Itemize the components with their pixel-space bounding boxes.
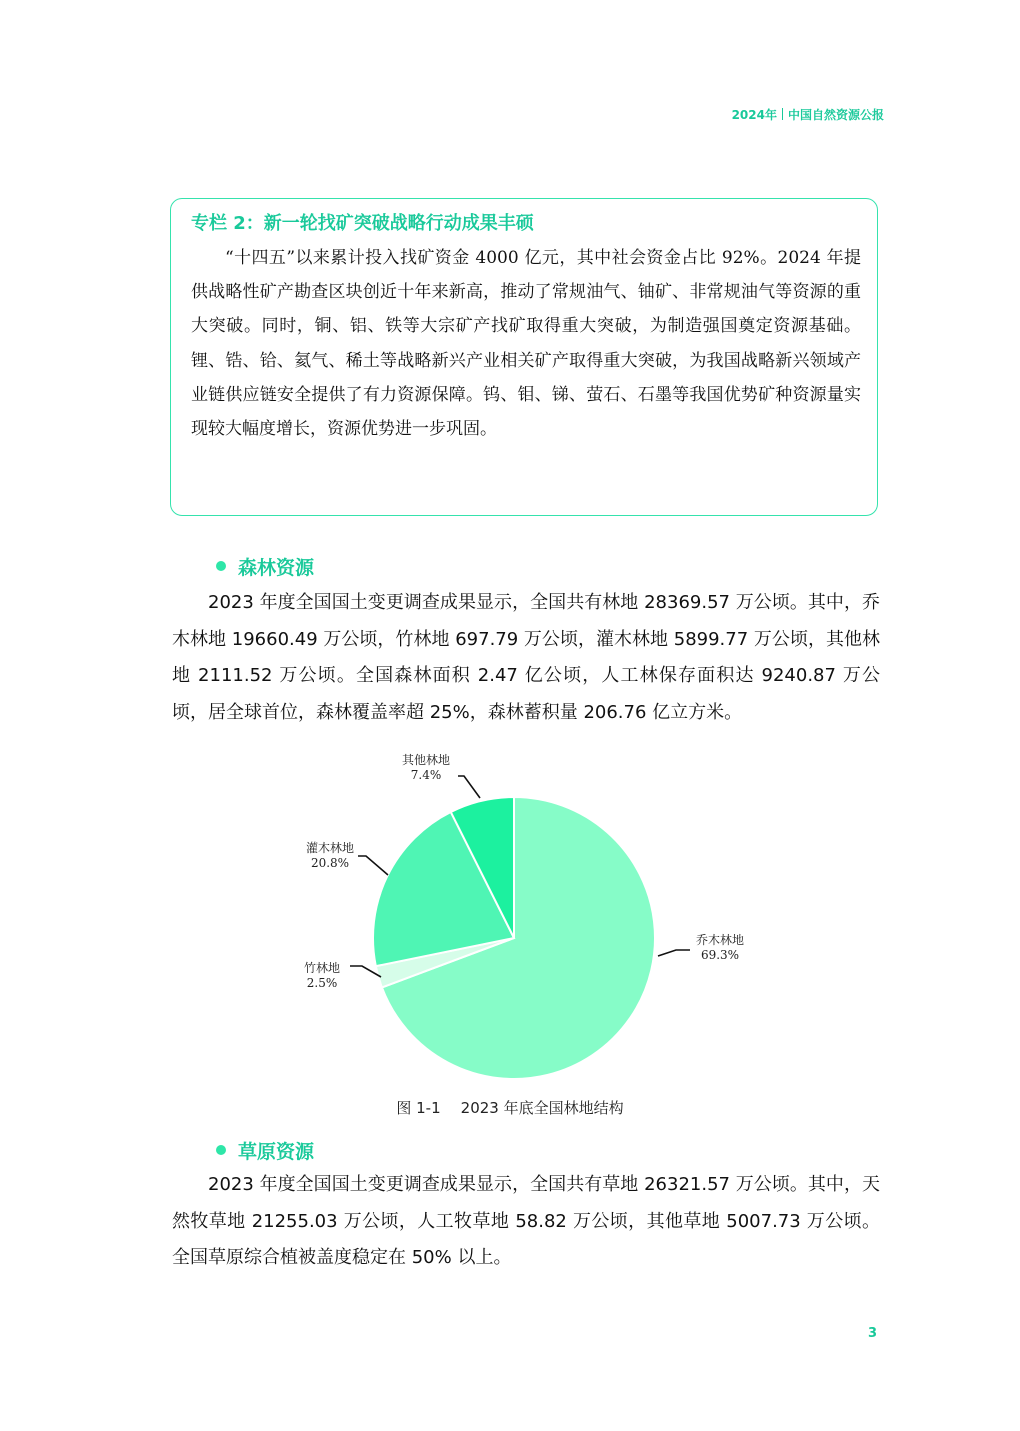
page-header (732, 106, 884, 123)
pie-slices (373, 797, 655, 1079)
forest-paragraph: 2023 年度全国国土变更调查成果显示，全国共有林地 28369.57 万公顷。其中，乔木林地 19660.49 万公顷，竹林地 697.79 万公顷，灌木林地 5899.77 万公顷，其他林地 2111.52 万公顷。全国森林面积 2.47 亿公顷，人工林保存面积达 9240.87 万公顷，居全球首位，森林覆盖率超 25%，森林蓄积量 206.76 亿立方米。 (172, 592, 880, 723)
figure-caption (0, 1097, 1020, 1118)
bullet-dot-icon (216, 561, 226, 571)
pie-leader-line (658, 950, 690, 956)
box-body: “十四五”以来累计投入找矿资金 4000 亿元，其中社会资金占比 92%。2024 年提供战略性矿产勘查区块创近十年来新高，推动了常规油气、铀矿、非常规油气等资源的重大突破。同时，铜、铝、铁等大宗矿产找矿取得重大突破，为制造强国奠定资源基础。锂、锆、铪、氦气、稀土等战略新兴产业相关矿产取得重大突破，为我国战略新兴领域产业链供应链安全提供了有力资源保障。钨、钼、锑、萤石、石墨等我国优势矿种资源量实现较大幅度增长，资源优势进一步巩固。 (191, 248, 861, 440)
section-heading-label: 草原资源 (238, 1141, 315, 1163)
pie-slice-value: 69.3% (700, 948, 740, 962)
forest-pie-chart (0, 740, 1020, 1090)
section-heading-forest (216, 553, 314, 580)
header-year: 2024年 (731, 108, 777, 122)
header-separator (782, 108, 783, 120)
pie-slice-label: 其他林地 (401, 753, 451, 767)
grassland-paragraph: 2023 年度全国国土变更调查成果显示，全国共有草地 26321.57 万公顷。其中，天然牧草地 21255.03 万公顷，人工牧草地 58.82 万公顷，其他草地 5007.73 万公顷。全国草原综合植被盖度稳定在 50% 以上。 (172, 1174, 880, 1268)
pie-slice-value: 7.4% (410, 768, 442, 782)
pie-slice-value: 20.8% (310, 856, 350, 870)
figure-title: 2023 年底全国林地结构 (460, 1099, 624, 1117)
sidebar-box (170, 198, 878, 516)
section-heading-grassland (216, 1137, 314, 1164)
pie-slice-label: 竹林地 (303, 961, 341, 975)
page-number: 3 (867, 1326, 877, 1341)
bullet-dot-icon (216, 1145, 226, 1155)
pie-slice-label: 灌木林地 (305, 841, 355, 855)
pie-leader-line (358, 856, 388, 875)
figure-number: 图 1-1 (396, 1099, 441, 1117)
pie-slice-value: 2.5% (306, 976, 338, 990)
box-title: 专栏 2：新一轮找矿突破战略行动成果丰硕 (191, 213, 534, 234)
pie-slice-label: 乔木林地 (695, 933, 745, 947)
header-title: 中国自然资源公报 (787, 108, 884, 122)
pie-leader-line (458, 776, 480, 798)
section-heading-label: 森林资源 (238, 557, 315, 579)
